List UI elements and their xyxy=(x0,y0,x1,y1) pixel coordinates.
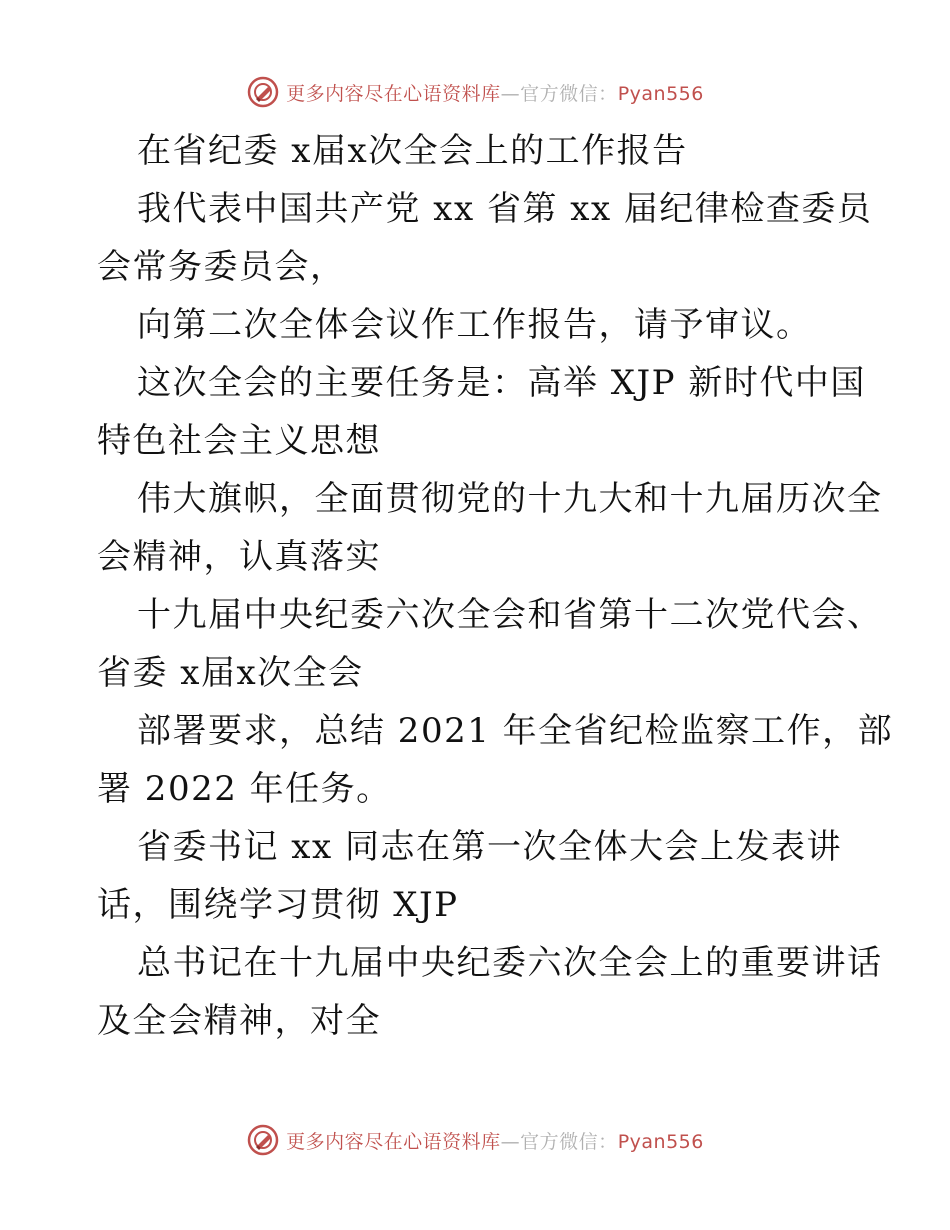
watermark-wechat: 官方微信： xyxy=(520,1130,618,1153)
watermark-dash: — xyxy=(500,82,521,105)
line-text: 在省纪委 x届x次全会上的工作报告 xyxy=(137,131,688,171)
line-text: 特色社会主义思想 xyxy=(97,421,381,461)
document-text xyxy=(97,122,894,1050)
pen-nib-circle-icon xyxy=(246,1123,280,1157)
line-text: 及全会精神，对全 xyxy=(97,1001,381,1041)
line-text: 会精神，认真落实 xyxy=(97,537,381,577)
document-line xyxy=(97,180,873,238)
pen-nib-circle-icon xyxy=(246,75,280,109)
watermark-id: Pyan556 xyxy=(617,82,704,105)
watermark-text xyxy=(286,1127,704,1154)
line-text: 这次全会的主要任务是：高举 XJP 新时代中国 xyxy=(137,363,866,403)
line-text: 话，围绕学习贯彻 XJP xyxy=(97,885,459,925)
document-line xyxy=(97,818,857,876)
header-watermark xyxy=(0,72,950,112)
line-text: 省委书记 xx 同志在第一次全体大会上发表讲 xyxy=(137,827,842,867)
document-line xyxy=(97,644,857,702)
document-line xyxy=(97,354,866,412)
footer-watermark xyxy=(0,1120,950,1160)
document-line xyxy=(97,760,857,818)
watermark-wechat: 官方微信： xyxy=(520,82,618,105)
line-text: 总书记在十九届中央纪委六次全会上的重要讲话 xyxy=(137,943,883,983)
document-line xyxy=(97,528,857,586)
document-line xyxy=(97,412,857,470)
document-line xyxy=(97,992,857,1050)
document-line xyxy=(97,470,883,528)
document-line xyxy=(97,238,857,296)
watermark-id: Pyan556 xyxy=(617,1130,704,1153)
document-line xyxy=(97,122,857,180)
line-text: 我代表中国共产党 xx 省第 xx 届纪律检查委员 xyxy=(137,189,873,229)
document-line xyxy=(97,702,894,760)
line-text: 向第二次全体会议作工作报告，请予审议。 xyxy=(137,305,812,345)
watermark-main: 更多内容尽在心语资料库 xyxy=(286,82,501,105)
line-text: 署 2022 年任务。 xyxy=(97,769,392,809)
line-text: 部署要求，总结 2021 年全省纪检监察工作，部 xyxy=(137,711,894,751)
line-text: 伟大旗帜，全面贯彻党的十九大和十九届历次全 xyxy=(137,479,883,519)
document-line xyxy=(97,296,857,354)
watermark-text xyxy=(286,79,704,106)
watermark-main: 更多内容尽在心语资料库 xyxy=(286,1130,501,1153)
line-text: 会常务委员会， xyxy=(97,247,346,287)
document-body xyxy=(97,122,894,1050)
document-line xyxy=(97,876,857,934)
line-text: 十九届中央纪委六次全会和省第十二次党代会、 xyxy=(137,595,883,635)
document-line xyxy=(97,586,883,644)
document-line xyxy=(97,934,883,992)
line-text: 省委 x届x次全会 xyxy=(97,653,364,693)
watermark-dash: — xyxy=(500,1130,521,1153)
